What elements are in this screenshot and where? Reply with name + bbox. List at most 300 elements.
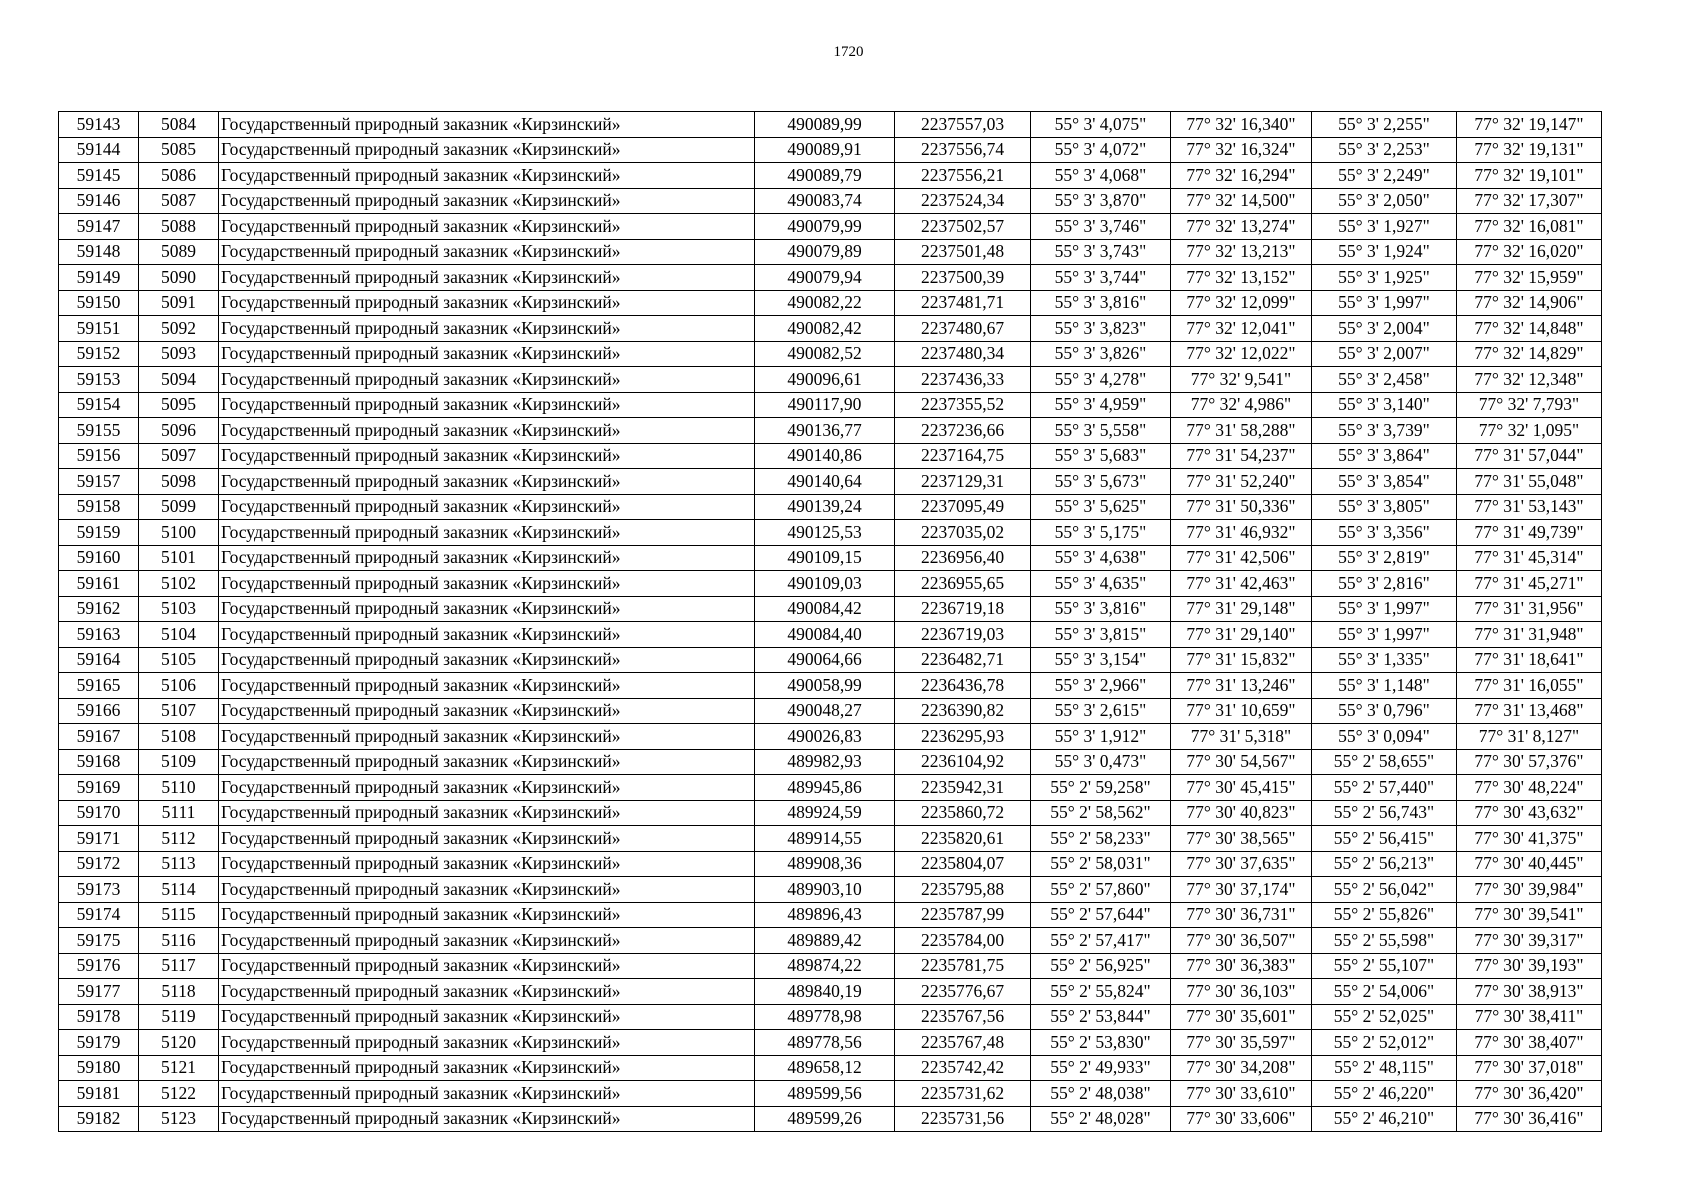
object-name-cell: Государственный природный заказник «Кирзинский» — [219, 724, 755, 750]
longitude-cell: 77° 30' 40,823" — [1171, 800, 1312, 826]
latitude-cell: 55° 3' 4,959" — [1031, 392, 1171, 418]
row-number-cell: 59143 — [59, 112, 139, 138]
y-coordinate-cell: 2237500,39 — [895, 265, 1031, 291]
x-coordinate-cell: 489982,93 — [755, 749, 895, 775]
latitude-cell: 55° 3' 5,673" — [1031, 469, 1171, 495]
y-coordinate-cell: 2236295,93 — [895, 724, 1031, 750]
y-coordinate-cell: 2237355,52 — [895, 392, 1031, 418]
point-number-cell: 5120 — [139, 1030, 219, 1056]
point-number-cell: 5101 — [139, 545, 219, 571]
point-number-cell: 5111 — [139, 800, 219, 826]
row-number-cell: 59147 — [59, 214, 139, 240]
object-name-cell: Государственный природный заказник «Кирзинский» — [219, 494, 755, 520]
longitude-alt-cell: 77° 31' 45,314" — [1457, 545, 1602, 571]
y-coordinate-cell: 2235767,56 — [895, 1004, 1031, 1030]
x-coordinate-cell: 490079,89 — [755, 239, 895, 265]
object-name-cell: Государственный природный заказник «Кирзинский» — [219, 316, 755, 342]
object-name-cell: Государственный природный заказник «Кирзинский» — [219, 545, 755, 571]
object-name-cell: Государственный природный заказник «Кирзинский» — [219, 902, 755, 928]
row-number-cell: 59165 — [59, 673, 139, 699]
latitude-alt-cell: 55° 3' 2,819" — [1312, 545, 1457, 571]
latitude-cell: 55° 2' 56,925" — [1031, 953, 1171, 979]
latitude-cell: 55° 3' 4,068" — [1031, 163, 1171, 189]
latitude-alt-cell: 55° 2' 55,826" — [1312, 902, 1457, 928]
latitude-alt-cell: 55° 3' 3,864" — [1312, 443, 1457, 469]
y-coordinate-cell: 2236390,82 — [895, 698, 1031, 724]
point-number-cell: 5121 — [139, 1055, 219, 1081]
table-row — [59, 647, 1602, 673]
latitude-cell: 55° 3' 3,826" — [1031, 341, 1171, 367]
longitude-cell: 77° 31' 29,148" — [1171, 596, 1312, 622]
latitude-cell: 55° 3' 3,823" — [1031, 316, 1171, 342]
longitude-alt-cell: 77° 32' 1,095" — [1457, 418, 1602, 444]
latitude-alt-cell: 55° 3' 1,925" — [1312, 265, 1457, 291]
point-number-cell: 5116 — [139, 928, 219, 954]
point-number-cell: 5096 — [139, 418, 219, 444]
table-row — [59, 188, 1602, 214]
row-number-cell: 59162 — [59, 596, 139, 622]
longitude-cell: 77° 31' 5,318" — [1171, 724, 1312, 750]
row-number-cell: 59156 — [59, 443, 139, 469]
point-number-cell: 5098 — [139, 469, 219, 495]
table-row — [59, 571, 1602, 597]
row-number-cell: 59161 — [59, 571, 139, 597]
row-number-cell: 59176 — [59, 953, 139, 979]
longitude-cell: 77° 31' 42,463" — [1171, 571, 1312, 597]
y-coordinate-cell: 2237480,34 — [895, 341, 1031, 367]
table-row — [59, 749, 1602, 775]
point-number-cell: 5123 — [139, 1106, 219, 1132]
x-coordinate-cell: 490089,91 — [755, 137, 895, 163]
table-row — [59, 469, 1602, 495]
point-number-cell: 5112 — [139, 826, 219, 852]
object-name-cell: Государственный природный заказник «Кирзинский» — [219, 749, 755, 775]
object-name-cell: Государственный природный заказник «Кирзинский» — [219, 188, 755, 214]
object-name-cell: Государственный природный заказник «Кирзинский» — [219, 698, 755, 724]
y-coordinate-cell: 2235804,07 — [895, 851, 1031, 877]
longitude-cell: 77° 30' 33,606" — [1171, 1106, 1312, 1132]
y-coordinate-cell: 2237481,71 — [895, 290, 1031, 316]
point-number-cell: 5115 — [139, 902, 219, 928]
longitude-cell: 77° 30' 37,635" — [1171, 851, 1312, 877]
object-name-cell: Государственный природный заказник «Кирзинский» — [219, 469, 755, 495]
y-coordinate-cell: 2236955,65 — [895, 571, 1031, 597]
y-coordinate-cell: 2236719,18 — [895, 596, 1031, 622]
latitude-alt-cell: 55° 2' 56,743" — [1312, 800, 1457, 826]
table-row — [59, 137, 1602, 163]
y-coordinate-cell: 2236482,71 — [895, 647, 1031, 673]
latitude-alt-cell: 55° 3' 3,805" — [1312, 494, 1457, 520]
object-name-cell: Государственный природный заказник «Кирзинский» — [219, 622, 755, 648]
longitude-alt-cell: 77° 32' 14,829" — [1457, 341, 1602, 367]
longitude-alt-cell: 77° 31' 18,641" — [1457, 647, 1602, 673]
y-coordinate-cell: 2236104,92 — [895, 749, 1031, 775]
longitude-alt-cell: 77° 30' 57,376" — [1457, 749, 1602, 775]
x-coordinate-cell: 490082,42 — [755, 316, 895, 342]
x-coordinate-cell: 490117,90 — [755, 392, 895, 418]
longitude-alt-cell: 77° 32' 12,348" — [1457, 367, 1602, 393]
object-name-cell: Государственный природный заказник «Кирзинский» — [219, 1030, 755, 1056]
latitude-cell: 55° 2' 58,031" — [1031, 851, 1171, 877]
latitude-cell: 55° 3' 4,635" — [1031, 571, 1171, 597]
latitude-cell: 55° 3' 3,816" — [1031, 290, 1171, 316]
longitude-cell: 77° 32' 16,340" — [1171, 112, 1312, 138]
longitude-cell: 77° 32' 14,500" — [1171, 188, 1312, 214]
point-number-cell: 5093 — [139, 341, 219, 367]
longitude-cell: 77° 31' 15,832" — [1171, 647, 1312, 673]
row-number-cell: 59152 — [59, 341, 139, 367]
row-number-cell: 59182 — [59, 1106, 139, 1132]
object-name-cell: Государственный природный заказник «Кирзинский» — [219, 979, 755, 1005]
table-row — [59, 1081, 1602, 1107]
row-number-cell: 59175 — [59, 928, 139, 954]
longitude-cell: 77° 32' 13,274" — [1171, 214, 1312, 240]
latitude-alt-cell: 55° 3' 1,997" — [1312, 596, 1457, 622]
table-row — [59, 290, 1602, 316]
longitude-alt-cell: 77° 30' 39,984" — [1457, 877, 1602, 903]
y-coordinate-cell: 2235776,67 — [895, 979, 1031, 1005]
point-number-cell: 5117 — [139, 953, 219, 979]
latitude-cell: 55° 3' 3,744" — [1031, 265, 1171, 291]
longitude-alt-cell: 77° 32' 7,793" — [1457, 392, 1602, 418]
x-coordinate-cell: 490058,99 — [755, 673, 895, 699]
longitude-alt-cell: 77° 30' 38,411" — [1457, 1004, 1602, 1030]
x-coordinate-cell: 490083,74 — [755, 188, 895, 214]
latitude-cell: 55° 3' 3,870" — [1031, 188, 1171, 214]
x-coordinate-cell: 489599,26 — [755, 1106, 895, 1132]
latitude-alt-cell: 55° 2' 46,210" — [1312, 1106, 1457, 1132]
longitude-cell: 77° 32' 16,294" — [1171, 163, 1312, 189]
point-number-cell: 5097 — [139, 443, 219, 469]
longitude-cell: 77° 30' 36,103" — [1171, 979, 1312, 1005]
point-number-cell: 5087 — [139, 188, 219, 214]
row-number-cell: 59151 — [59, 316, 139, 342]
longitude-cell: 77° 32' 13,213" — [1171, 239, 1312, 265]
table-row — [59, 826, 1602, 852]
object-name-cell: Государственный природный заказник «Кирзинский» — [219, 392, 755, 418]
object-name-cell: Государственный природный заказник «Кирзинский» — [219, 443, 755, 469]
point-number-cell: 5088 — [139, 214, 219, 240]
latitude-alt-cell: 55° 3' 1,927" — [1312, 214, 1457, 240]
row-number-cell: 59145 — [59, 163, 139, 189]
y-coordinate-cell: 2236719,03 — [895, 622, 1031, 648]
row-number-cell: 59149 — [59, 265, 139, 291]
latitude-cell: 55° 2' 49,933" — [1031, 1055, 1171, 1081]
longitude-alt-cell: 77° 32' 16,020" — [1457, 239, 1602, 265]
x-coordinate-cell: 489908,36 — [755, 851, 895, 877]
latitude-cell: 55° 3' 3,154" — [1031, 647, 1171, 673]
longitude-alt-cell: 77° 32' 16,081" — [1457, 214, 1602, 240]
object-name-cell: Государственный природный заказник «Кирзинский» — [219, 647, 755, 673]
y-coordinate-cell: 2235784,00 — [895, 928, 1031, 954]
y-coordinate-cell: 2235781,75 — [895, 953, 1031, 979]
x-coordinate-cell: 489599,56 — [755, 1081, 895, 1107]
latitude-alt-cell: 55° 2' 56,213" — [1312, 851, 1457, 877]
object-name-cell: Государственный природный заказник «Кирзинский» — [219, 877, 755, 903]
x-coordinate-cell: 490084,42 — [755, 596, 895, 622]
x-coordinate-cell: 489778,56 — [755, 1030, 895, 1056]
x-coordinate-cell: 490089,79 — [755, 163, 895, 189]
latitude-cell: 55° 2' 57,644" — [1031, 902, 1171, 928]
latitude-cell: 55° 3' 5,558" — [1031, 418, 1171, 444]
longitude-cell: 77° 32' 4,986" — [1171, 392, 1312, 418]
x-coordinate-cell: 489914,55 — [755, 826, 895, 852]
longitude-alt-cell: 77° 32' 19,147" — [1457, 112, 1602, 138]
table-row — [59, 418, 1602, 444]
longitude-cell: 77° 31' 58,288" — [1171, 418, 1312, 444]
latitude-alt-cell: 55° 3' 2,458" — [1312, 367, 1457, 393]
x-coordinate-cell: 489903,10 — [755, 877, 895, 903]
longitude-alt-cell: 77° 31' 8,127" — [1457, 724, 1602, 750]
latitude-cell: 55° 3' 1,912" — [1031, 724, 1171, 750]
table-body — [59, 112, 1602, 1132]
longitude-cell: 77° 31' 50,336" — [1171, 494, 1312, 520]
y-coordinate-cell: 2237129,31 — [895, 469, 1031, 495]
y-coordinate-cell: 2237035,02 — [895, 520, 1031, 546]
table-row — [59, 316, 1602, 342]
object-name-cell: Государственный природный заказник «Кирзинский» — [219, 214, 755, 240]
point-number-cell: 5102 — [139, 571, 219, 597]
longitude-cell: 77° 32' 16,324" — [1171, 137, 1312, 163]
page-number: 1720 — [833, 44, 864, 60]
x-coordinate-cell: 489945,86 — [755, 775, 895, 801]
longitude-alt-cell: 77° 30' 43,632" — [1457, 800, 1602, 826]
row-number-cell: 59173 — [59, 877, 139, 903]
y-coordinate-cell: 2235767,48 — [895, 1030, 1031, 1056]
latitude-cell: 55° 2' 53,830" — [1031, 1030, 1171, 1056]
latitude-alt-cell: 55° 2' 56,415" — [1312, 826, 1457, 852]
longitude-alt-cell: 77° 30' 39,541" — [1457, 902, 1602, 928]
point-number-cell: 5114 — [139, 877, 219, 903]
y-coordinate-cell: 2236956,40 — [895, 545, 1031, 571]
longitude-cell: 77° 30' 36,731" — [1171, 902, 1312, 928]
latitude-alt-cell: 55° 3' 2,255" — [1312, 112, 1457, 138]
longitude-cell: 77° 30' 37,174" — [1171, 877, 1312, 903]
row-number-cell: 59159 — [59, 520, 139, 546]
longitude-cell: 77° 30' 35,597" — [1171, 1030, 1312, 1056]
longitude-cell: 77° 32' 9,541" — [1171, 367, 1312, 393]
y-coordinate-cell: 2237164,75 — [895, 443, 1031, 469]
y-coordinate-cell: 2235787,99 — [895, 902, 1031, 928]
table-row — [59, 979, 1602, 1005]
table-row — [59, 953, 1602, 979]
y-coordinate-cell: 2237556,21 — [895, 163, 1031, 189]
longitude-cell: 77° 31' 46,932" — [1171, 520, 1312, 546]
longitude-alt-cell: 77° 32' 19,131" — [1457, 137, 1602, 163]
object-name-cell: Государственный природный заказник «Кирзинский» — [219, 239, 755, 265]
point-number-cell: 5095 — [139, 392, 219, 418]
table-row — [59, 622, 1602, 648]
x-coordinate-cell: 489658,12 — [755, 1055, 895, 1081]
latitude-cell: 55° 3' 5,625" — [1031, 494, 1171, 520]
object-name-cell: Государственный природный заказник «Кирзинский» — [219, 596, 755, 622]
latitude-cell: 55° 2' 48,038" — [1031, 1081, 1171, 1107]
row-number-cell: 59177 — [59, 979, 139, 1005]
row-number-cell: 59155 — [59, 418, 139, 444]
table-row — [59, 928, 1602, 954]
latitude-alt-cell: 55° 2' 48,115" — [1312, 1055, 1457, 1081]
point-number-cell: 5108 — [139, 724, 219, 750]
x-coordinate-cell: 490140,64 — [755, 469, 895, 495]
row-number-cell: 59150 — [59, 290, 139, 316]
row-number-cell: 59169 — [59, 775, 139, 801]
y-coordinate-cell: 2237557,03 — [895, 112, 1031, 138]
longitude-cell: 77° 30' 45,415" — [1171, 775, 1312, 801]
table-row — [59, 902, 1602, 928]
latitude-alt-cell: 55° 3' 1,335" — [1312, 647, 1457, 673]
object-name-cell: Государственный природный заказник «Кирзинский» — [219, 341, 755, 367]
latitude-cell: 55° 2' 53,844" — [1031, 1004, 1171, 1030]
latitude-alt-cell: 55° 2' 52,025" — [1312, 1004, 1457, 1030]
x-coordinate-cell: 489889,42 — [755, 928, 895, 954]
object-name-cell: Государственный природный заказник «Кирзинский» — [219, 851, 755, 877]
longitude-alt-cell: 77° 32' 15,959" — [1457, 265, 1602, 291]
longitude-cell: 77° 30' 35,601" — [1171, 1004, 1312, 1030]
y-coordinate-cell: 2235731,56 — [895, 1106, 1031, 1132]
object-name-cell: Государственный природный заказник «Кирзинский» — [219, 290, 755, 316]
x-coordinate-cell: 489924,59 — [755, 800, 895, 826]
x-coordinate-cell: 490079,99 — [755, 214, 895, 240]
table-row — [59, 545, 1602, 571]
latitude-alt-cell: 55° 3' 2,050" — [1312, 188, 1457, 214]
table-row — [59, 1004, 1602, 1030]
y-coordinate-cell: 2235742,42 — [895, 1055, 1031, 1081]
row-number-cell: 59174 — [59, 902, 139, 928]
row-number-cell: 59178 — [59, 1004, 139, 1030]
table-row — [59, 596, 1602, 622]
row-number-cell: 59157 — [59, 469, 139, 495]
x-coordinate-cell: 490064,66 — [755, 647, 895, 673]
point-number-cell: 5091 — [139, 290, 219, 316]
latitude-alt-cell: 55° 3' 1,924" — [1312, 239, 1457, 265]
object-name-cell: Государственный природный заказник «Кирзинский» — [219, 163, 755, 189]
table-row — [59, 520, 1602, 546]
latitude-cell: 55° 3' 3,815" — [1031, 622, 1171, 648]
table-row — [59, 443, 1602, 469]
y-coordinate-cell: 2237502,57 — [895, 214, 1031, 240]
longitude-cell: 77° 31' 13,246" — [1171, 673, 1312, 699]
longitude-alt-cell: 77° 31' 57,044" — [1457, 443, 1602, 469]
table-row — [59, 775, 1602, 801]
object-name-cell: Государственный природный заказник «Кирзинский» — [219, 1106, 755, 1132]
row-number-cell: 59154 — [59, 392, 139, 418]
object-name-cell: Государственный природный заказник «Кирзинский» — [219, 1055, 755, 1081]
latitude-cell: 55° 2' 59,258" — [1031, 775, 1171, 801]
point-number-cell: 5119 — [139, 1004, 219, 1030]
table-row — [59, 367, 1602, 393]
table-row — [59, 494, 1602, 520]
longitude-alt-cell: 77° 32' 19,101" — [1457, 163, 1602, 189]
point-number-cell: 5118 — [139, 979, 219, 1005]
longitude-alt-cell: 77° 31' 13,468" — [1457, 698, 1602, 724]
row-number-cell: 59153 — [59, 367, 139, 393]
x-coordinate-cell: 490089,99 — [755, 112, 895, 138]
point-number-cell: 5086 — [139, 163, 219, 189]
x-coordinate-cell: 490109,03 — [755, 571, 895, 597]
longitude-alt-cell: 77° 31' 45,271" — [1457, 571, 1602, 597]
point-number-cell: 5085 — [139, 137, 219, 163]
point-number-cell: 5089 — [139, 239, 219, 265]
x-coordinate-cell: 490139,24 — [755, 494, 895, 520]
longitude-alt-cell: 77° 30' 41,375" — [1457, 826, 1602, 852]
latitude-alt-cell: 55° 3' 3,140" — [1312, 392, 1457, 418]
row-number-cell: 59181 — [59, 1081, 139, 1107]
row-number-cell: 59163 — [59, 622, 139, 648]
latitude-alt-cell: 55° 3' 2,249" — [1312, 163, 1457, 189]
longitude-cell: 77° 31' 10,659" — [1171, 698, 1312, 724]
latitude-alt-cell: 55° 3' 1,997" — [1312, 290, 1457, 316]
table-row — [59, 1055, 1602, 1081]
longitude-cell: 77° 30' 36,383" — [1171, 953, 1312, 979]
latitude-alt-cell: 55° 3' 0,796" — [1312, 698, 1457, 724]
latitude-alt-cell: 55° 2' 52,012" — [1312, 1030, 1457, 1056]
row-number-cell: 59146 — [59, 188, 139, 214]
point-number-cell: 5104 — [139, 622, 219, 648]
x-coordinate-cell: 489778,98 — [755, 1004, 895, 1030]
latitude-cell: 55° 3' 3,816" — [1031, 596, 1171, 622]
latitude-cell: 55° 3' 3,746" — [1031, 214, 1171, 240]
latitude-alt-cell: 55° 3' 3,356" — [1312, 520, 1457, 546]
longitude-alt-cell: 77° 30' 37,018" — [1457, 1055, 1602, 1081]
longitude-alt-cell: 77° 30' 48,224" — [1457, 775, 1602, 801]
longitude-alt-cell: 77° 31' 16,055" — [1457, 673, 1602, 699]
x-coordinate-cell: 490125,53 — [755, 520, 895, 546]
x-coordinate-cell: 489840,19 — [755, 979, 895, 1005]
object-name-cell: Государственный природный заказник «Кирзинский» — [219, 928, 755, 954]
object-name-cell: Государственный природный заказник «Кирзинский» — [219, 418, 755, 444]
table-row — [59, 800, 1602, 826]
latitude-cell: 55° 3' 4,075" — [1031, 112, 1171, 138]
point-number-cell: 5100 — [139, 520, 219, 546]
x-coordinate-cell: 490136,77 — [755, 418, 895, 444]
latitude-alt-cell: 55° 3' 1,148" — [1312, 673, 1457, 699]
latitude-cell: 55° 3' 5,175" — [1031, 520, 1171, 546]
latitude-alt-cell: 55° 2' 55,598" — [1312, 928, 1457, 954]
latitude-alt-cell: 55° 2' 58,655" — [1312, 749, 1457, 775]
longitude-alt-cell: 77° 30' 39,317" — [1457, 928, 1602, 954]
object-name-cell: Государственный природный заказник «Кирзинский» — [219, 112, 755, 138]
object-name-cell: Государственный природный заказник «Кирзинский» — [219, 800, 755, 826]
longitude-cell: 77° 31' 54,237" — [1171, 443, 1312, 469]
longitude-alt-cell: 77° 30' 36,420" — [1457, 1081, 1602, 1107]
table-row — [59, 851, 1602, 877]
latitude-cell: 55° 2' 58,233" — [1031, 826, 1171, 852]
x-coordinate-cell: 490082,52 — [755, 341, 895, 367]
longitude-alt-cell: 77° 31' 49,739" — [1457, 520, 1602, 546]
latitude-cell: 55° 2' 57,860" — [1031, 877, 1171, 903]
longitude-cell: 77° 30' 36,507" — [1171, 928, 1312, 954]
row-number-cell: 59180 — [59, 1055, 139, 1081]
table-row — [59, 214, 1602, 240]
y-coordinate-cell: 2235731,62 — [895, 1081, 1031, 1107]
table-row — [59, 265, 1602, 291]
row-number-cell: 59171 — [59, 826, 139, 852]
y-coordinate-cell: 2237236,66 — [895, 418, 1031, 444]
longitude-alt-cell: 77° 32' 14,848" — [1457, 316, 1602, 342]
y-coordinate-cell: 2237501,48 — [895, 239, 1031, 265]
table-row — [59, 239, 1602, 265]
latitude-alt-cell: 55° 3' 2,253" — [1312, 137, 1457, 163]
row-number-cell: 59148 — [59, 239, 139, 265]
table-row — [59, 341, 1602, 367]
longitude-alt-cell: 77° 30' 36,416" — [1457, 1106, 1602, 1132]
longitude-alt-cell: 77° 32' 17,307" — [1457, 188, 1602, 214]
x-coordinate-cell: 490026,83 — [755, 724, 895, 750]
object-name-cell: Государственный природный заказник «Кирзинский» — [219, 1004, 755, 1030]
latitude-alt-cell: 55° 3' 2,816" — [1312, 571, 1457, 597]
point-number-cell: 5122 — [139, 1081, 219, 1107]
longitude-alt-cell: 77° 30' 39,193" — [1457, 953, 1602, 979]
